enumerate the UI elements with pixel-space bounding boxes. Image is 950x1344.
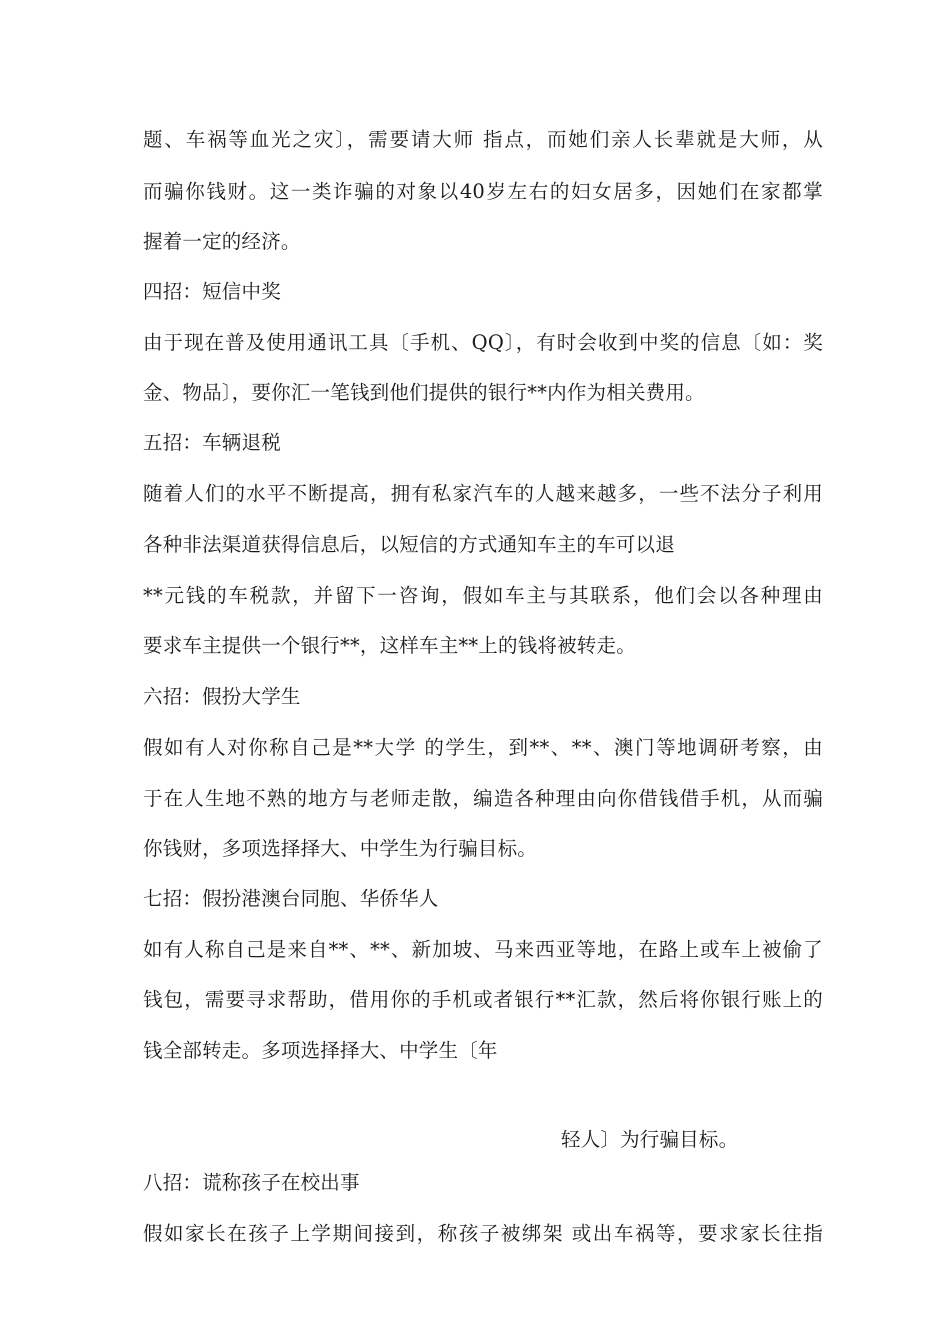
section-heading: 七招：假扮港澳台同胞、华侨华人: [143, 887, 439, 910]
paragraph-line: 钱包，需要寻求帮助，借用你的手机或者银行**汇款，然后将你银行账上的: [143, 988, 823, 1011]
paragraph-line: 于在人生地不熟的地方与老师走散，编造各种理由向你借钱借手机，从而骗: [143, 787, 823, 810]
paragraph-line: 题、车祸等血光之灾〕，需要请大师 指点，而她们亲人长辈就是大师，从: [143, 128, 823, 151]
paragraph-line: 假如家长在孩子上学期间接到，称孩子被绑架 或出车祸等，要求家长往指: [143, 1222, 823, 1245]
paragraph-line: 假如有人对你称自己是**大学 的学生，到**、**、澳门等地调研考察，由: [143, 736, 823, 759]
section-heading: 六招：假扮大学生: [143, 685, 301, 708]
paragraph-line: 如有人称自己是来自**、**、新加坡、马来西亚等地，在路上或车上被偷了: [143, 938, 823, 961]
section-heading: 八招：谎称孩子在校出事: [143, 1171, 360, 1194]
paragraph-line: **元钱的车税款，并留下一咨询，假如车主与其联系，他们会以各种理由: [143, 584, 823, 607]
paragraph-line: 要求车主提供一个银行**，这样车主**上的钱将被转走。: [143, 634, 636, 657]
paragraph-line: 轻人〕为行骗目标。: [561, 1128, 739, 1151]
paragraph-line: 各种非法渠道获得信息后，以短信的方式通知车主的车可以退: [143, 533, 675, 556]
paragraph-line: 握着一定的经济。: [143, 230, 301, 253]
paragraph-line: 由于现在普及使用通讯工具〔手机、QQ〕，有时会收到中奖的信息〔如：奖: [143, 331, 823, 354]
paragraph-line: 你钱财，多项选择择大、中学生为行骗目标。: [143, 837, 538, 860]
paragraph-line: 金、物品〕，要你汇一笔钱到他们提供的银行**内作为相关费用。: [143, 381, 705, 404]
paragraph-line: 随着人们的水平不断提高，拥有私家汽车的人越来越多，一些不法分子利用: [143, 482, 823, 505]
paragraph-line: 而骗你钱财。这一类诈骗的对象以40岁左右的妇女居多，因她们在家都掌: [143, 180, 823, 203]
section-heading: 五招：车辆退税: [143, 431, 281, 454]
paragraph-line: 钱全部转走。多项选择择大、中学生〔年: [143, 1039, 498, 1062]
section-heading: 四招：短信中奖: [143, 280, 281, 303]
